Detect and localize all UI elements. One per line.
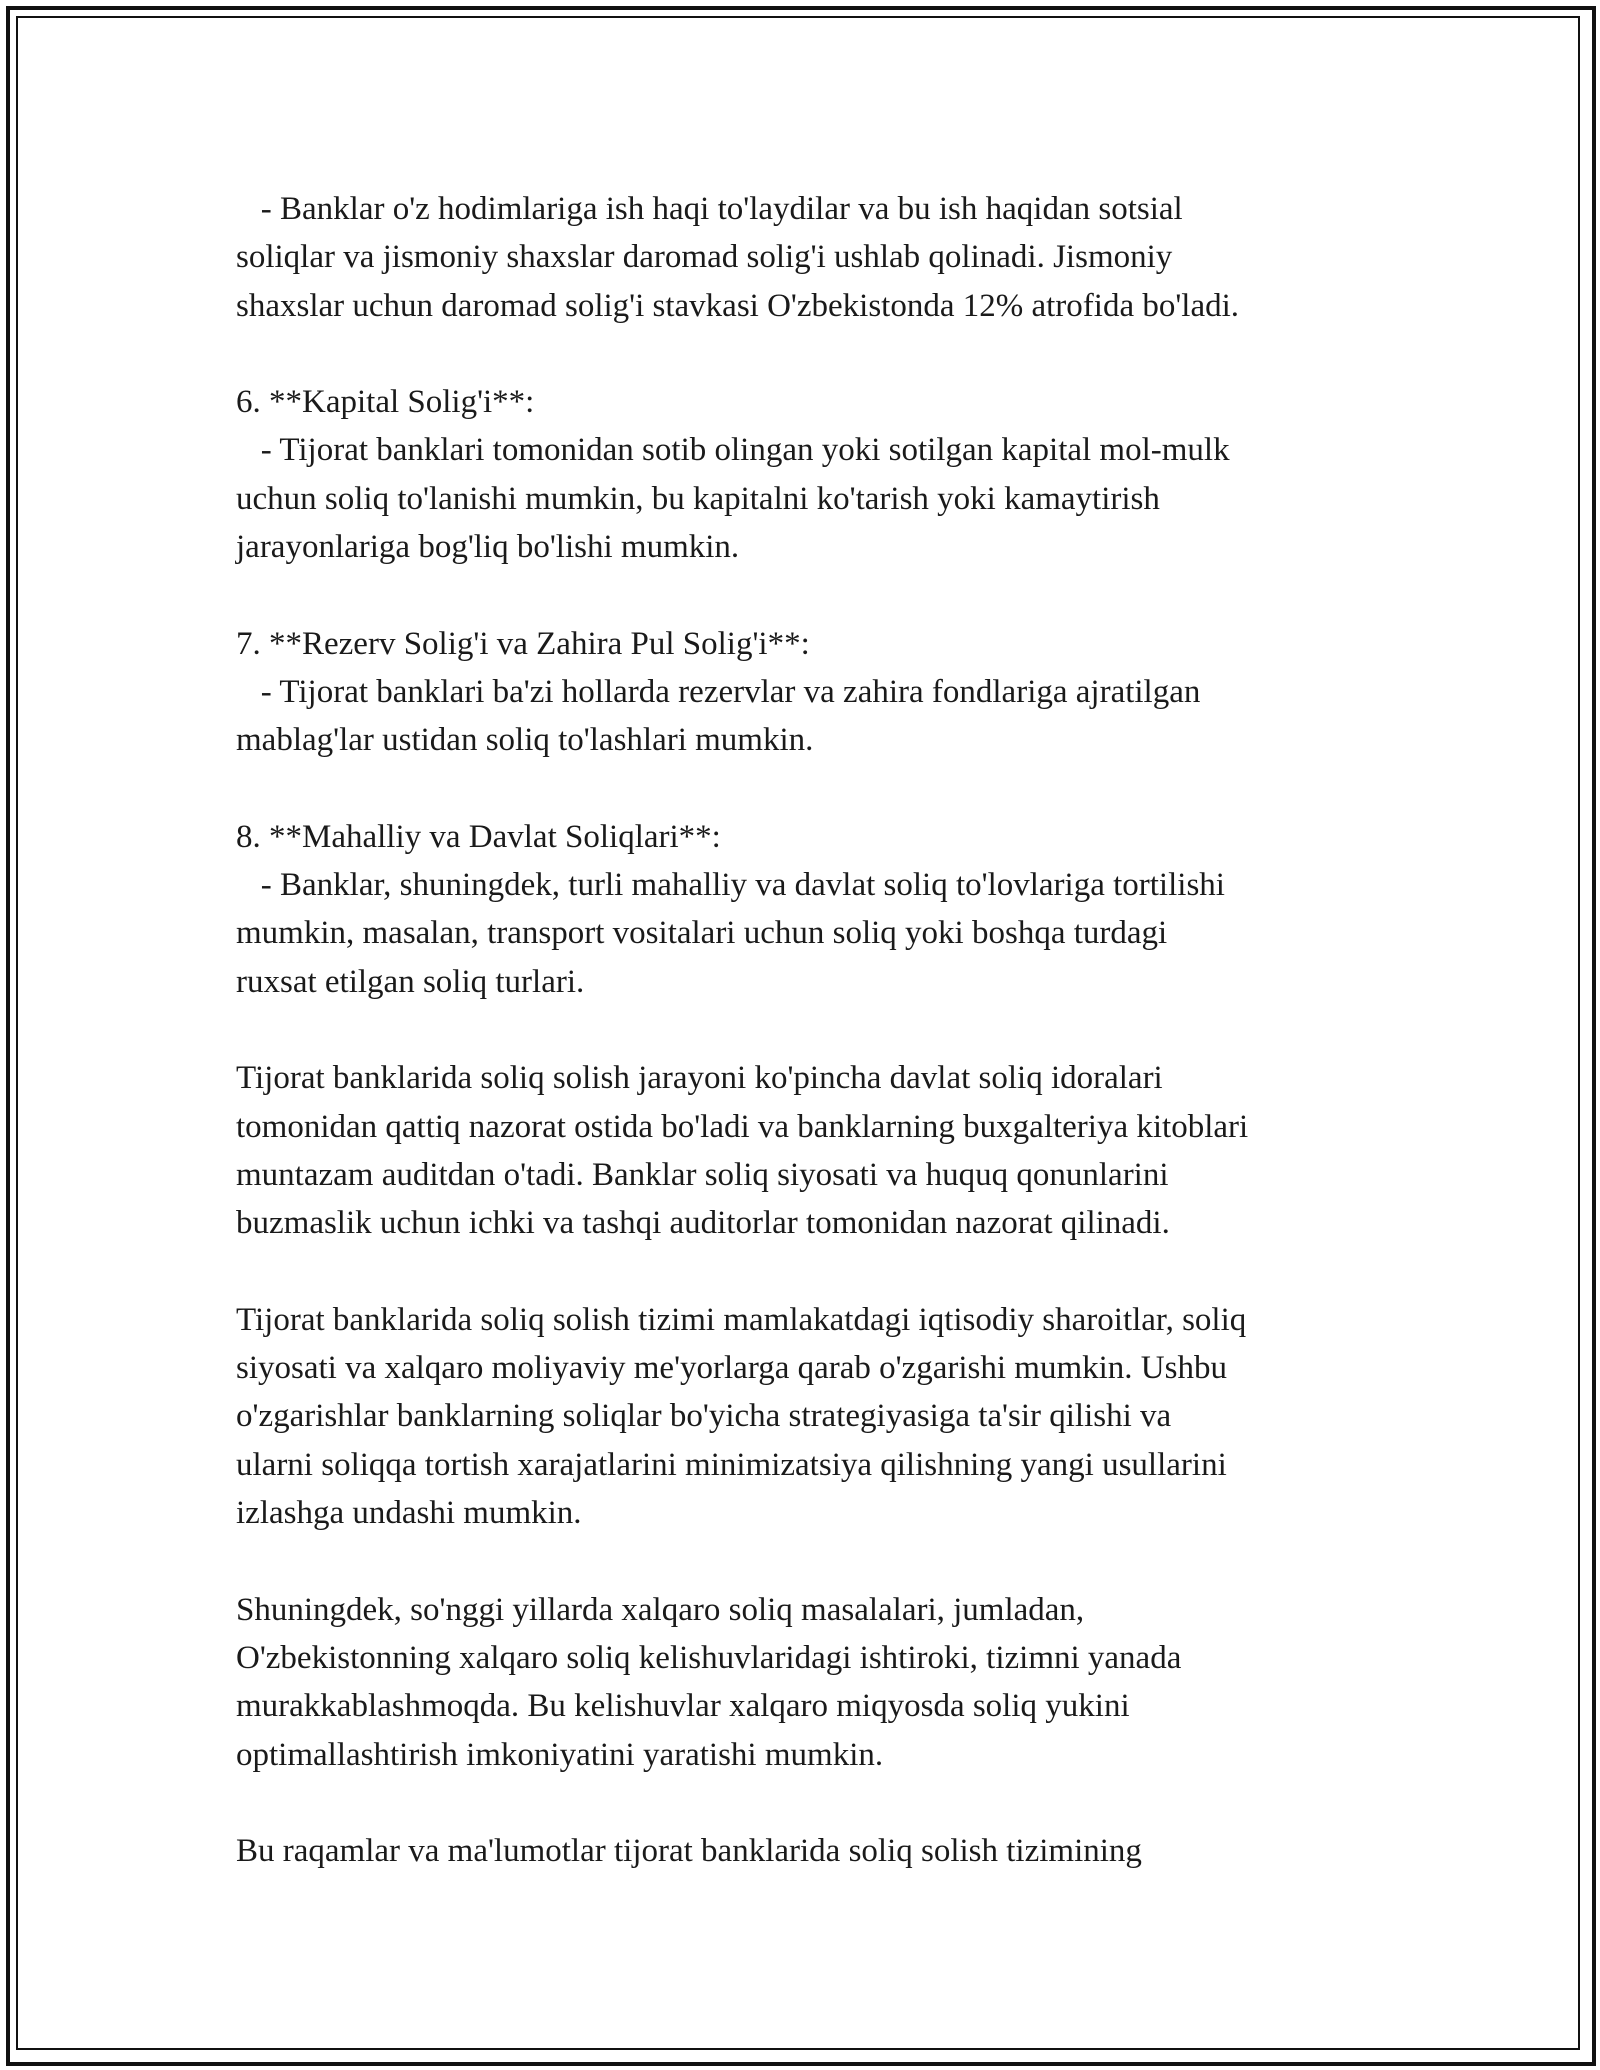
text-line: Tijorat banklarida soliq solish tizimi mamlakatdagi iqtisodiy sharoitlar, soliq <box>236 1301 1247 1338</box>
text-line: murakkablashmoqda. Bu kelishuvlar xalqaro miqyosda soliq yukini <box>236 1688 1130 1725</box>
text-line: mablag'lar ustidan soliq to'lashlari mumkin. <box>236 722 814 759</box>
section-heading: 7. **Rezerv Solig'i va Zahira Pul Solig'i**: <box>236 625 810 662</box>
text-line: - Tijorat banklari ba'zi hollarda rezervlar va zahira fondlariga ajratilgan <box>236 673 1201 710</box>
paragraph-reserve-tax <box>236 620 1386 765</box>
text-line: - Tijorat banklari tomonidan sotib olingan yoki sotilgan kapital mol-mulk <box>236 432 1230 469</box>
paragraph-international-tax <box>236 1586 1386 1779</box>
text-line: optimallashtirish imkoniyatini yaratishi mumkin. <box>236 1736 884 1773</box>
document-body <box>236 185 1386 1924</box>
text-line: siyosati va xalqaro moliyaviy me'yorlarga qarab o'zgarishi mumkin. Ushbu <box>236 1350 1227 1387</box>
text-line: buzmaslik uchun ichki va tashqi auditorlar tomonidan nazorat qilinadi. <box>236 1205 1170 1242</box>
text-line: - Banklar, shuningdek, turli mahalliy va davlat soliq to'lovlariga tortilishi <box>236 867 1225 904</box>
text-line: muntazam auditdan o'tadi. Banklar soliq siyosati va huquq qonunlarini <box>236 1156 1169 1193</box>
text-line: - Banklar o'z hodimlariga ish haqi to'laydilar va bu ish haqidan sotsial <box>236 191 1183 227</box>
text-line: Tijorat banklarida soliq solish jarayoni ko'pincha davlat soliq idoralari <box>236 1060 1163 1097</box>
section-heading: 6. **Kapital Solig'i**: <box>236 384 535 421</box>
section-heading: 8. **Mahalliy va Davlat Soliqlari**: <box>236 818 721 855</box>
paragraph-bank-salary-tax <box>236 185 1386 330</box>
paragraph-tax-system-changes <box>236 1296 1386 1537</box>
text-line: shaxslar uchun daromad solig'i stavkasi O'zbekistonda 12% atrofida bo'ladi. <box>236 287 1240 324</box>
text-line: mumkin, masalan, transport vositalari uchun soliq yoki boshqa turdagi <box>236 915 1168 952</box>
text-line: ularni soliqqa tortish xarajatlarini minimizatsiya qilishning yangi usullarini <box>236 1446 1227 1483</box>
text-line: o'zgarishlar banklarning soliqlar bo'yicha strategiyasiga ta'sir qilishi va <box>236 1398 1172 1435</box>
paragraph-capital-tax <box>236 378 1386 571</box>
text-line: uchun soliq to'lanishi mumkin, bu kapitalni ko'tarish yoki kamaytirish <box>236 480 1160 517</box>
text-line: ruxsat etilgan soliq turlari. <box>236 963 585 1000</box>
paragraph-tax-control <box>236 1054 1386 1247</box>
text-line: soliqlar va jismoniy shaxslar daromad solig'i ushlab qolinadi. Jismoniy <box>236 239 1173 276</box>
text-line: O'zbekistonning xalqaro soliq kelishuvlaridagi ishtiroki, tizimni yanada <box>236 1639 1182 1676</box>
text-line: izlashga undashi mumkin. <box>236 1495 582 1532</box>
paragraph-closing <box>236 1827 1386 1875</box>
text-line: jarayonlariga bog'liq bo'lishi mumkin. <box>236 529 740 566</box>
text-line: Bu raqamlar va ma'lumotlar tijorat banklarida soliq solish tizimining <box>236 1833 1142 1870</box>
paragraph-local-state-tax <box>236 813 1386 1006</box>
text-line: tomonidan qattiq nazorat ostida bo'ladi va banklarning buxgalteriya kitoblari <box>236 1108 1249 1145</box>
text-line: Shuningdek, so'nggi yillarda xalqaro soliq masalalari, jumladan, <box>236 1591 1085 1628</box>
